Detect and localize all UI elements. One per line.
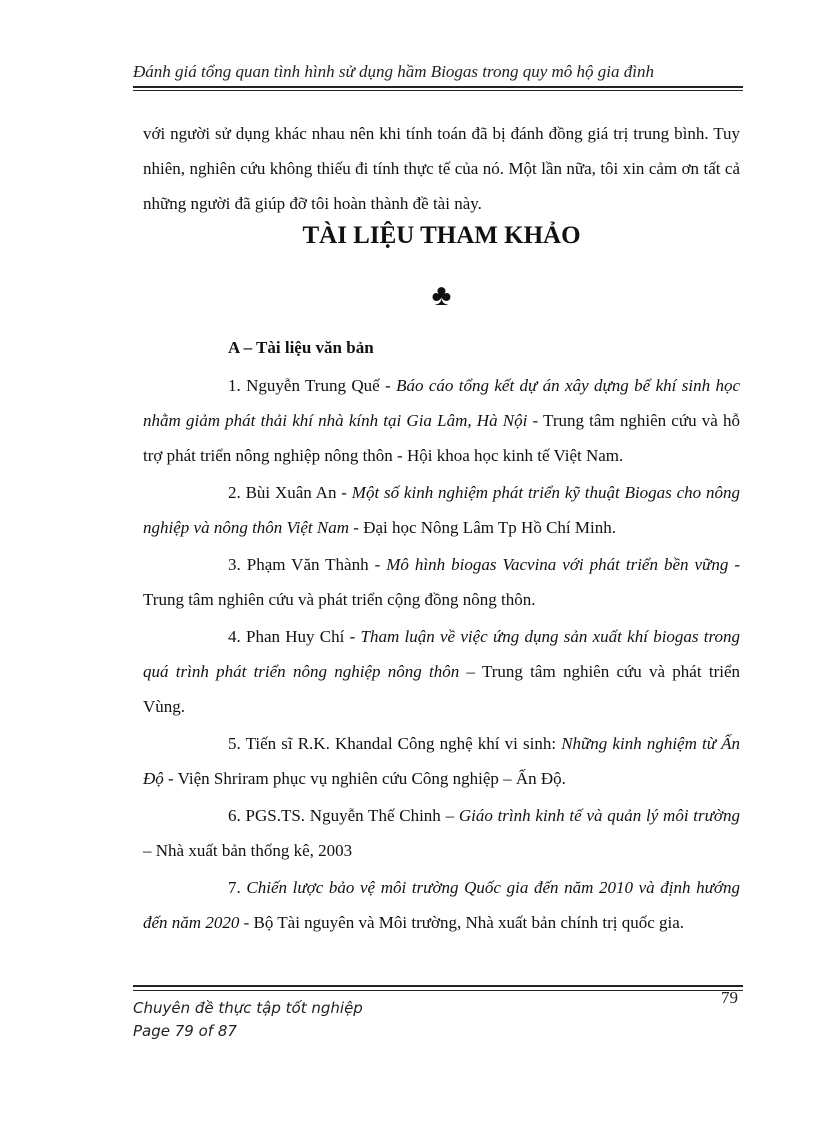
reference-title: Những kinh nghiệm từ Ấn Độ bbox=[143, 734, 740, 788]
footer-rule-thick bbox=[133, 985, 743, 987]
reference-lead: 4. Phan Huy Chí - bbox=[228, 627, 361, 646]
reference-tail: - Bộ Tài nguyên và Môi trường, Nhà xuất bản chính trị quốc gia. bbox=[239, 913, 685, 932]
footer-rule-thin bbox=[133, 990, 743, 991]
section-title: TÀI LIỆU THAM KHẢO bbox=[302, 222, 581, 249]
footer-document-label: Chuyên đề thực tập tốt nghiệp bbox=[133, 999, 363, 1017]
club-ornament-icon: ♣ bbox=[431, 279, 452, 312]
header-rule-thick bbox=[133, 86, 743, 88]
reference-lead: 2. Bùi Xuân An - bbox=[228, 483, 352, 502]
reference-item bbox=[143, 726, 740, 796]
reference-list bbox=[143, 368, 740, 942]
reference-lead: 5. Tiến sĩ R.K. Khandal Công nghệ khí vi sinh: bbox=[228, 734, 562, 753]
header-rule-thin bbox=[133, 90, 743, 91]
intro-paragraph: với người sử dụng khác nhau nên khi tính toán đã bị đánh đồng giá trị trung bình. Tuy nhiên, nghiên cứu không thiếu đi tính thực tế của nó. Một lần nữa, tôi xin cảm ơn tất cả những người đã giúp đỡ tôi hoàn thành đề tài này. bbox=[143, 124, 740, 213]
reference-title: Tham luận về việc ứng dụng sản xuất khí biogas trong quá trình phát triển nông nghiệp nông thôn bbox=[143, 627, 740, 681]
reference-title: Mô hình biogas Vacvina với phát triển bền vững bbox=[386, 555, 729, 574]
reference-item bbox=[143, 870, 740, 940]
reference-tail: – Nhà xuất bản thống kê, 2003 bbox=[143, 841, 353, 860]
reference-lead: 7. bbox=[228, 878, 247, 897]
subsection-title: A – Tài liệu văn bản bbox=[228, 338, 374, 357]
reference-item bbox=[143, 475, 740, 545]
reference-lead: 6. PGS.TS. Nguyễn Thế Chinh – bbox=[228, 806, 459, 825]
reference-item bbox=[143, 619, 740, 724]
reference-item bbox=[143, 547, 740, 617]
reference-tail: - Trung tâm nghiên cứu và phát triển cộng đồng nông thôn. bbox=[143, 555, 740, 609]
reference-tail: - Đại học Nông Lâm Tp Hồ Chí Minh. bbox=[349, 518, 616, 537]
reference-lead: 1. Nguyễn Trung Quế - bbox=[228, 376, 397, 395]
reference-title: Giáo trình kinh tế và quản lý môi trường bbox=[458, 806, 740, 825]
reference-tail: – Trung tâm nghiên cứu và phát triển Vùng. bbox=[143, 662, 740, 716]
footer-info bbox=[133, 997, 363, 1043]
running-header: Đánh giá tổng quan tình hình sử dụng hầm Biogas trong quy mô hộ gia đình bbox=[133, 62, 655, 81]
footer-page-of: Page 79 of 87 bbox=[133, 1022, 237, 1040]
reference-title: Chiến lược bảo vệ môi trường Quốc gia đến năm 2010 và định hướng đến năm 2020 bbox=[143, 878, 741, 932]
reference-tail: - Viện Shriram phục vụ nghiên cứu Công nghiệp – Ấn Độ. bbox=[163, 769, 566, 788]
reference-title: Báo cáo tổng kết dự án xây dựng bể khí sinh học nhằm giảm phát thải khí nhà kính tại Gia Lâm, Hà Nội bbox=[143, 376, 740, 430]
reference-item bbox=[143, 368, 740, 473]
reference-title: Một số kinh nghiệm phát triển kỹ thuật Biogas cho nông nghiệp và nông thôn Việt Nam bbox=[143, 483, 741, 537]
reference-item bbox=[143, 798, 740, 868]
reference-tail: - Trung tâm nghiên cứu và hỗ trợ phát triển nông nghiệp nông thôn - Hội khoa học kinh tế Việt Nam. bbox=[143, 411, 740, 465]
page-number: 79 bbox=[721, 988, 738, 1007]
reference-lead: 3. Phạm Văn Thành - bbox=[228, 555, 387, 574]
